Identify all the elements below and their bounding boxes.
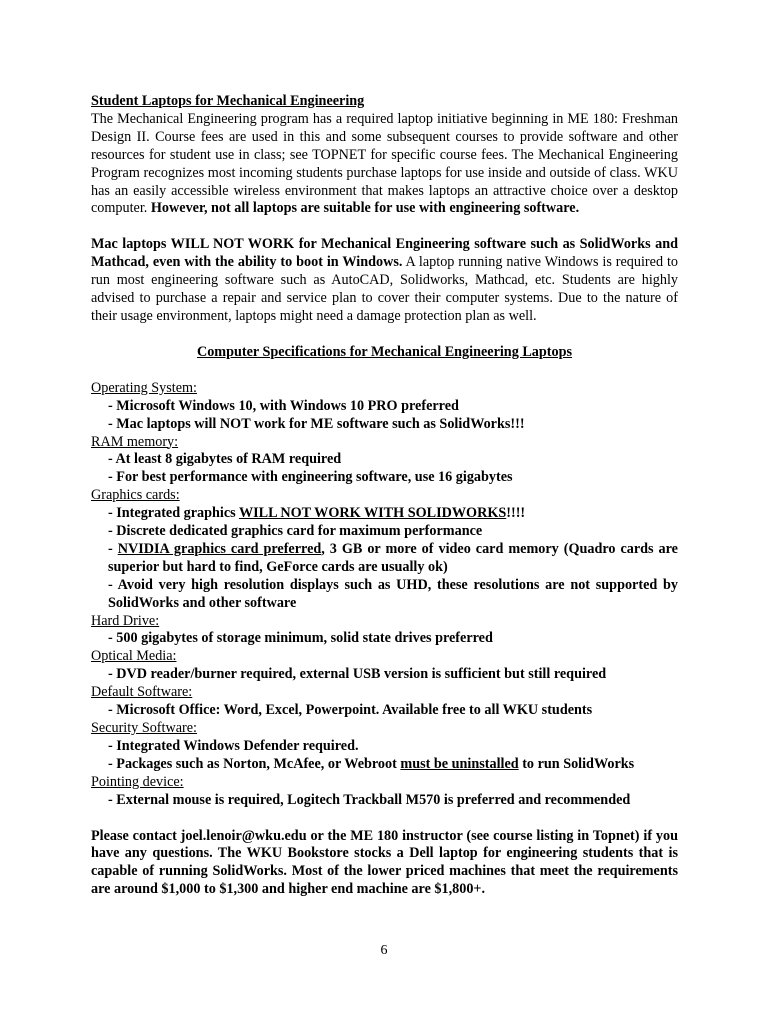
mac-warning: Mac laptops WILL NOT WORK for Mechanical Engineering software such as SolidWorks and Mathcad, even with the ability to boot in Windows. — [91, 236, 678, 271]
graphics-item — [91, 541, 678, 577]
hdd-heading: Hard Drive: — [91, 612, 160, 629]
graphics-item-text: - — [108, 540, 118, 557]
security-item: - Integrated Windows Defender required. — [108, 737, 359, 754]
mac-paragraph — [91, 236, 678, 326]
software-item: - Microsoft Office: Word, Excel, Powerpoint. Available free to all WKU students — [108, 702, 593, 719]
ram-item: - At least 8 gigabytes of RAM required — [108, 451, 342, 468]
security-item-text: to run SolidWorks — [518, 755, 635, 772]
graphics-item-text: !!!! — [506, 505, 526, 522]
security-item — [91, 756, 678, 774]
graphics-item: - Avoid very high resolution displays such as UHD, these resolutions are not supported by SolidWorks and other software — [108, 576, 678, 611]
ram-item: - For best performance with engineering software, use 16 gigabytes — [108, 469, 513, 486]
pointing-heading: Pointing device: — [91, 773, 184, 790]
ram-heading: RAM memory: — [91, 433, 179, 450]
mac-text: A laptop running native Windows is required to run most engineering software such as AutoCAD, Solidworks, Mathcad, etc. Students are highly advised to purchase a repair and service plan to cover their computer systems. Due to the nature of their usage environment, laptops might need a damage protection plan as well. — [91, 254, 678, 324]
intro-text: The Mechanical Engineering program has a required laptop initiative beginning in ME 180: Freshman Design II. Course fees are used in this and some subsequent courses to provide software and other resources for student use in class; see TOPNET for specific course fees. The Mechanical Engineering Program recognizes most incoming students purchase laptops for use inside and outside of class. WKU has an easily accessible wireless environment that makes laptops an attractive choice over a desktop computer. — [91, 110, 678, 217]
document-body — [91, 93, 678, 899]
page-number: 6 — [380, 943, 388, 958]
document-title: Student Laptops for Mechanical Engineering — [91, 93, 365, 109]
hdd-item: - 500 gigabytes of storage minimum, solid state drives preferred — [108, 630, 493, 647]
optical-heading: Optical Media: — [91, 648, 177, 665]
os-heading: Operating System: — [91, 379, 197, 396]
graphics-item: - Discrete dedicated graphics card for maximum performance — [108, 523, 483, 540]
nvidia-preferred: NVIDIA graphics card preferred — [117, 540, 322, 557]
os-item: - Microsoft Windows 10, with Windows 10 PRO preferred — [108, 397, 459, 414]
intro-paragraph — [91, 111, 678, 218]
graphics-item-text: - Integrated graphics — [108, 505, 239, 522]
graphics-heading: Graphics cards: — [91, 487, 180, 504]
pointing-item: - External mouse is required, Logitech Trackball M570 is preferred and recommended — [108, 791, 631, 808]
security-item-text: - Packages such as Norton, McAfee, or Webroot — [108, 755, 401, 772]
optical-item: - DVD reader/burner required, external USB version is sufficient but still required — [108, 666, 607, 683]
os-item: - Mac laptops will NOT work for ME software such as SolidWorks!!! — [108, 415, 525, 432]
software-heading: Default Software: — [91, 684, 193, 701]
intro-bold-text: However, not all laptops are suitable for use with engineering software. — [150, 200, 580, 217]
graphics-warning: WILL NOT WORK WITH SOLIDWORKS — [238, 505, 507, 522]
security-heading: Security Software: — [91, 720, 197, 736]
specs-title: Computer Specifications for Mechanical Engineering Laptops — [196, 343, 573, 360]
graphics-item-text: , 3 GB or more of video card memory (Quadro cards are superior but hard to find, GeForce cards are usually ok) — [108, 540, 678, 575]
must-be-uninstalled: must be uninstalled — [400, 755, 519, 772]
contact-paragraph: Please contact joel.lenoir@wku.edu or the ME 180 instructor (see course listing in Topnet) if you have any questions. The WKU Bookstore stocks a Dell laptop for engineering students that is capable of running SolidWorks. Most of the lower priced machines that meet the requirements are around $1,000 to $1,300 and higher end machine are $1,800+. — [91, 827, 678, 898]
graphics-item — [91, 505, 678, 523]
